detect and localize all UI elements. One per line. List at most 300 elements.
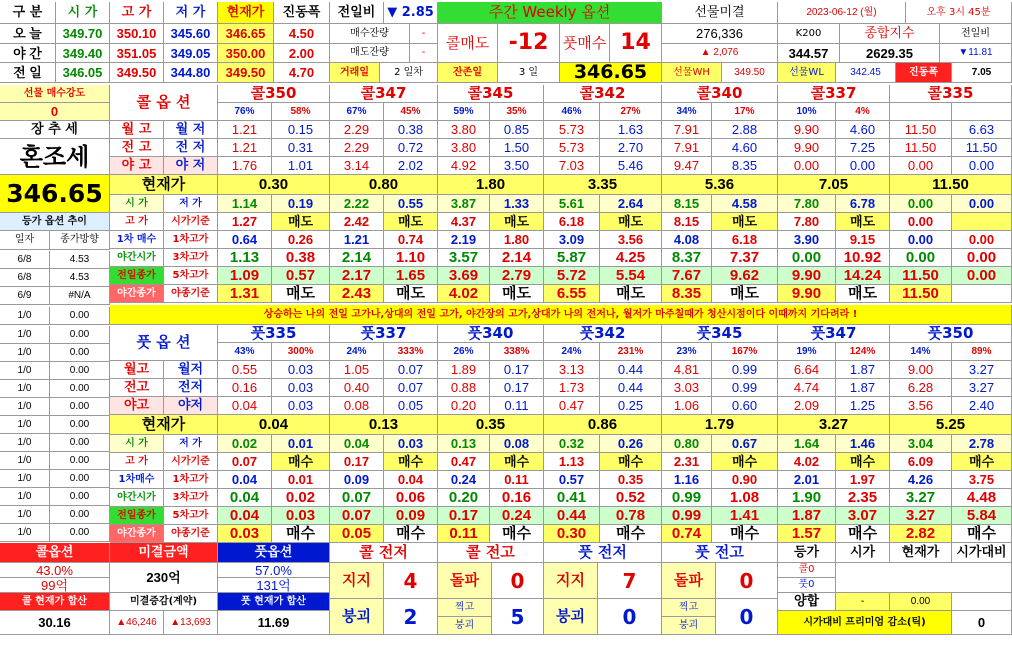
kospi-label: 종합지수 bbox=[840, 24, 940, 44]
trend-val-2: #N/A bbox=[50, 287, 110, 305]
cell-b-put-r2-5: 2.35 bbox=[836, 489, 890, 507]
val-b-call-0-4: 2.88 bbox=[712, 121, 778, 139]
top-prev-0: 전 일 bbox=[0, 63, 56, 83]
cell-a-put-r4-2: 0.11 bbox=[438, 525, 490, 543]
cell-b-call-r3-3: 5.54 bbox=[600, 267, 662, 285]
val-a-call-2-6: 0.00 bbox=[890, 157, 952, 175]
cell-b-put-r1-0: 0.01 bbox=[272, 471, 330, 489]
top-header-5: 진동폭 bbox=[274, 2, 330, 24]
cur-put-2: 0.35 bbox=[438, 415, 544, 435]
top-prev-4: 349.50 bbox=[218, 63, 274, 83]
pct-b-put-0: 300% bbox=[272, 343, 330, 361]
cell-a-put-r1-3: 0.57 bbox=[544, 471, 600, 489]
kospi-val: 2629.35 bbox=[840, 44, 940, 63]
cell-a-call-hi-4: 8.15 bbox=[662, 213, 712, 231]
cell-a-put-r2-5: 1.90 bbox=[778, 489, 836, 507]
cell-a-call-ol-5: 7.80 bbox=[778, 195, 836, 213]
cell-b-put-r3-2: 0.24 bbox=[490, 507, 544, 525]
val-a-put-2-1: 0.08 bbox=[330, 397, 384, 415]
left-price: 346.65 bbox=[0, 175, 110, 213]
cur-put-6: 5.25 bbox=[890, 415, 1012, 435]
val-a-call-0-0: 1.21 bbox=[218, 121, 272, 139]
cell-a-call-r4-5: 9.90 bbox=[778, 285, 836, 303]
cell-b-put-hi-0: 매수 bbox=[272, 453, 330, 471]
trend-val-12: 0.00 bbox=[50, 470, 110, 488]
trend-date-3: 1/0 bbox=[0, 307, 50, 325]
trend-val-5: 0.00 bbox=[50, 344, 110, 362]
cell-a-put-r3-0: 0.04 bbox=[218, 507, 272, 525]
call-sell-val: -12 bbox=[498, 24, 560, 63]
pct-b-call-4: 17% bbox=[712, 103, 778, 121]
vib-val: 7.05 bbox=[952, 63, 1012, 83]
top-header-6: 전일비 bbox=[330, 2, 384, 24]
val-b-call-2-6: 0.00 bbox=[952, 157, 1012, 175]
cell-a-call-r2-4: 8.37 bbox=[662, 249, 712, 267]
option-title-call: 콜 옵 션 bbox=[110, 85, 218, 121]
pct-b-call-5: 4% bbox=[836, 103, 890, 121]
rowlbl-b-put-r2: 3차고가 bbox=[164, 489, 218, 507]
trend-date-0: 6/8 bbox=[0, 251, 50, 269]
remain-day-label: 잔존일 bbox=[438, 63, 498, 83]
top-prev-1: 346.05 bbox=[56, 63, 110, 83]
val-b-call-2-3: 5.46 bbox=[600, 157, 662, 175]
cell-b-call-ol-2: 1.33 bbox=[490, 195, 544, 213]
cell-b-call-r2-4: 7.37 bbox=[712, 249, 778, 267]
trend-val-3: 0.00 bbox=[50, 307, 110, 325]
cell-a-call-r4-1: 2.43 bbox=[330, 285, 384, 303]
cell-b-call-r4-4: 매도 bbox=[712, 285, 778, 303]
cell-b-put-r2-3: 0.52 bbox=[600, 489, 662, 507]
strike-call-5: 콜337 bbox=[778, 85, 890, 103]
cell-a-put-r4-1: 0.05 bbox=[330, 525, 384, 543]
val-b-call-2-5: 0.00 bbox=[836, 157, 890, 175]
val-b-call-1-3: 2.70 bbox=[600, 139, 662, 157]
wl-val: 342.45 bbox=[836, 63, 896, 83]
cell-a-call-r3-0: 1.09 bbox=[218, 267, 272, 285]
top-today-5: 4.50 bbox=[274, 24, 330, 44]
lbl-a-put-1: 전고 bbox=[110, 379, 164, 397]
val-b-put-1-1: 0.07 bbox=[384, 379, 438, 397]
cell-b-put-r4-5: 매수 bbox=[836, 525, 890, 543]
cell-a-put-hi-3: 1.13 bbox=[544, 453, 600, 471]
cur-put-4: 1.79 bbox=[662, 415, 778, 435]
cell-b-call-r4-0: 매도 bbox=[272, 285, 330, 303]
cell-b-call-r4-6 bbox=[952, 285, 1012, 303]
cell-a-put-hi-1: 0.17 bbox=[330, 453, 384, 471]
lbl-b-call-0: 월 저 bbox=[164, 121, 218, 139]
cell-a-put-ol-2: 0.13 bbox=[438, 435, 490, 453]
atm-label: 등가 bbox=[778, 543, 836, 563]
cell-a-put-r4-6: 2.82 bbox=[890, 525, 952, 543]
cell-b-put-r1-6: 3.75 bbox=[952, 471, 1012, 489]
cell-a-put-ol-6: 3.04 bbox=[890, 435, 952, 453]
put0: 풋0 bbox=[778, 578, 836, 593]
rowlbl-b-call-r2: 3차고가 bbox=[164, 249, 218, 267]
time-label: 오후 3시 45분 bbox=[906, 2, 1012, 24]
call-sum: 30.16 bbox=[0, 611, 110, 635]
trend-date-10: 1/0 bbox=[0, 434, 50, 452]
grid-title-0: 콜 전저 bbox=[330, 543, 438, 563]
val-b-call-0-5: 4.60 bbox=[836, 121, 890, 139]
pct-b-put-2: 338% bbox=[490, 343, 544, 361]
fut-oi-label: 선물미결 bbox=[662, 2, 778, 24]
cell-a-put-ol-1: 0.04 bbox=[330, 435, 384, 453]
cell-a-call-ol-2: 3.87 bbox=[438, 195, 490, 213]
cell-a-call-r2-2: 3.57 bbox=[438, 249, 490, 267]
cell-b-put-r3-5: 3.07 bbox=[836, 507, 890, 525]
oi-chg-b: ▲13,693 bbox=[164, 611, 218, 635]
cell-b-call-r2-0: 0.38 bbox=[272, 249, 330, 267]
val-b-put-1-2: 0.17 bbox=[490, 379, 544, 397]
lbl2b-1: 붕괴 bbox=[438, 617, 492, 635]
cell-b-put-r4-3: 매수 bbox=[600, 525, 662, 543]
cell-b-put-ol-4: 0.67 bbox=[712, 435, 778, 453]
top-night-5: 2.00 bbox=[274, 44, 330, 63]
cell-a-put-r2-1: 0.07 bbox=[330, 489, 384, 507]
cell-b-call-r2-1: 1.10 bbox=[384, 249, 438, 267]
cell-a-call-r1-1: 1.21 bbox=[330, 231, 384, 249]
cell-b-put-r3-3: 0.78 bbox=[600, 507, 662, 525]
val-a-put-0-5: 6.64 bbox=[778, 361, 836, 379]
oi-amt-label: 미결금액 bbox=[110, 543, 218, 563]
cell-b-call-hi-4: 매도 bbox=[712, 213, 778, 231]
cell-a-call-r1-0: 0.64 bbox=[218, 231, 272, 249]
cell-a-put-r3-1: 0.07 bbox=[330, 507, 384, 525]
top-header-0: 구 분 bbox=[0, 2, 56, 24]
k200-label: K200 bbox=[778, 24, 840, 44]
cell-b-call-r3-0: 0.57 bbox=[272, 267, 330, 285]
cell-b-put-r3-0: 0.03 bbox=[272, 507, 330, 525]
cell-b-put-r4-6: 매수 bbox=[952, 525, 1012, 543]
rowlbl-b-put-r3: 5차고가 bbox=[164, 507, 218, 525]
cur-call-5: 7.05 bbox=[778, 175, 890, 195]
cell-b-call-r1-4: 6.18 bbox=[712, 231, 778, 249]
rowlbl-a-call-r1: 1차 매수 bbox=[110, 231, 164, 249]
pct-b-put-6: 89% bbox=[952, 343, 1012, 361]
val-b-put-1-6: 3.27 bbox=[952, 379, 1012, 397]
val-a-put-2-3: 0.47 bbox=[544, 397, 600, 415]
lbl-a-put-0: 월고 bbox=[110, 361, 164, 379]
val-a-put-0-1: 1.05 bbox=[330, 361, 384, 379]
sell-remain-val: - bbox=[410, 44, 438, 63]
fut-oi-val: 276,336 bbox=[662, 24, 778, 44]
cell-a-call-hi-1: 2.42 bbox=[330, 213, 384, 231]
cell-b-call-r3-1: 1.65 bbox=[384, 267, 438, 285]
cell-a-put-hi-2: 0.47 bbox=[438, 453, 490, 471]
cur-call-3: 3.35 bbox=[544, 175, 662, 195]
val-b-put-2-4: 0.60 bbox=[712, 397, 778, 415]
val-b-call-1-6: 11.50 bbox=[952, 139, 1012, 157]
top-header-1: 시 가 bbox=[56, 2, 110, 24]
vsopen-label: 시가대비 bbox=[952, 543, 1012, 563]
pct-a-call-3: 46% bbox=[544, 103, 600, 121]
cell-a-call-hi-3: 6.18 bbox=[544, 213, 600, 231]
val-b-call-0-1: 0.38 bbox=[384, 121, 438, 139]
cell-a-call-ol-0: 1.14 bbox=[218, 195, 272, 213]
cell-b-put-r2-1: 0.06 bbox=[384, 489, 438, 507]
cell-a-put-r2-0: 0.04 bbox=[218, 489, 272, 507]
cell-b-call-r2-6: 0.00 bbox=[952, 249, 1012, 267]
cell-a-put-r4-0: 0.03 bbox=[218, 525, 272, 543]
cell-b-call-r1-3: 3.56 bbox=[600, 231, 662, 249]
cell-b-put-r4-4: 매수 bbox=[712, 525, 778, 543]
lbl-b-put-2: 야저 bbox=[164, 397, 218, 415]
strike-put-0: 풋335 bbox=[218, 325, 330, 343]
val-b-call-0-3: 1.63 bbox=[600, 121, 662, 139]
trend-date-11: 1/0 bbox=[0, 452, 50, 470]
pct-a-call-6 bbox=[890, 103, 952, 121]
call-amt: 99억 bbox=[0, 578, 110, 593]
rowlbl-b-call-hi: 시가기준 bbox=[164, 213, 218, 231]
pct-b-call-3: 27% bbox=[600, 103, 662, 121]
val-a-call-0-5: 9.90 bbox=[778, 121, 836, 139]
grid-title-1: 콜 전고 bbox=[438, 543, 544, 563]
pct-b-put-3: 231% bbox=[600, 343, 662, 361]
val-b-call-2-2: 3.50 bbox=[490, 157, 544, 175]
cur-label: 현재가 bbox=[890, 543, 952, 563]
val-b-call-1-5: 7.25 bbox=[836, 139, 890, 157]
cell-a-call-r4-3: 6.55 bbox=[544, 285, 600, 303]
rowlbl-a-put-ol: 시 가 bbox=[110, 435, 164, 453]
rowlbl-a-call-ol: 시 가 bbox=[110, 195, 164, 213]
strike-call-4: 콜340 bbox=[662, 85, 778, 103]
lbl-a-put-2: 야고 bbox=[110, 397, 164, 415]
wl-label: 선물WL bbox=[778, 63, 836, 83]
date-label: 2023-06-12 (월) bbox=[778, 2, 906, 24]
top-prev-5: 4.70 bbox=[274, 63, 330, 83]
pct-a-call-0: 76% bbox=[218, 103, 272, 121]
val-b-put-0-5: 1.87 bbox=[836, 361, 890, 379]
rowlbl-a-put-r3: 전일종가 bbox=[110, 507, 164, 525]
trend-hdr-date: 일자 bbox=[0, 231, 50, 250]
lbl-a-call-2: 야 고 bbox=[110, 157, 164, 175]
cell-b-put-r2-6: 4.48 bbox=[952, 489, 1012, 507]
lbl2a-3: 찍고 bbox=[662, 599, 716, 617]
cell-b-put-hi-6: 매수 bbox=[952, 453, 1012, 471]
cell-a-put-r1-1: 0.09 bbox=[330, 471, 384, 489]
rowlbl-b-put-r4: 야종기준 bbox=[164, 525, 218, 543]
cell-b-put-ol-5: 1.46 bbox=[836, 435, 890, 453]
val-b-call-2-0: 1.01 bbox=[272, 157, 330, 175]
lbl1-2: 지지 bbox=[544, 563, 598, 599]
top-today-2: 350.10 bbox=[110, 24, 164, 44]
rowlbl-b-call-r4: 야종기준 bbox=[164, 285, 218, 303]
pct-a-put-4: 23% bbox=[662, 343, 712, 361]
val-b-put-2-6: 2.40 bbox=[952, 397, 1012, 415]
trend-date-9: 1/0 bbox=[0, 416, 50, 434]
pct-a-call-2: 59% bbox=[438, 103, 490, 121]
cur-put-3: 0.86 bbox=[544, 415, 662, 435]
cell-b-put-hi-3: 매수 bbox=[600, 453, 662, 471]
pct-a-put-6: 14% bbox=[890, 343, 952, 361]
cell-a-call-r2-3: 5.87 bbox=[544, 249, 600, 267]
val-b-put-2-3: 0.25 bbox=[600, 397, 662, 415]
wh-label: 선물WH bbox=[662, 63, 722, 83]
cell-a-put-hi-0: 0.07 bbox=[218, 453, 272, 471]
strike-put-1: 풋337 bbox=[330, 325, 438, 343]
val-a-put-0-3: 3.13 bbox=[544, 361, 600, 379]
strike-call-3: 콜342 bbox=[544, 85, 662, 103]
grid-title-3: 풋 전고 bbox=[662, 543, 778, 563]
sum-label: 양합 bbox=[778, 593, 836, 611]
top-today-0: 오 늘 bbox=[0, 24, 56, 44]
val-a-call-0-6: 11.50 bbox=[890, 121, 952, 139]
lbl2-2: 붕괴 bbox=[544, 599, 598, 635]
cell-b-call-r1-0: 0.26 bbox=[272, 231, 330, 249]
call-sum-label: 콜 현재가 합산 bbox=[0, 593, 110, 611]
trend-date-6: 1/0 bbox=[0, 362, 50, 380]
lbl-a-call-0: 월 고 bbox=[110, 121, 164, 139]
vib-label: 진동폭 bbox=[896, 63, 952, 83]
trend-val-0: 4.53 bbox=[50, 251, 110, 269]
val-a-put-1-2: 0.88 bbox=[438, 379, 490, 397]
val-a-put-1-0: 0.16 bbox=[218, 379, 272, 397]
trend-date-8: 1/0 bbox=[0, 398, 50, 416]
cell-b-put-r3-4: 1.41 bbox=[712, 507, 778, 525]
val-a-put-0-0: 0.55 bbox=[218, 361, 272, 379]
trend-date-12: 1/0 bbox=[0, 470, 50, 488]
trend-val-9: 0.00 bbox=[50, 416, 110, 434]
cell-a-call-r1-5: 3.90 bbox=[778, 231, 836, 249]
val-a-put-1-6: 6.28 bbox=[890, 379, 952, 397]
cell-a-put-ol-4: 0.80 bbox=[662, 435, 712, 453]
buy-remain-label: 매수잔량 bbox=[330, 24, 410, 44]
val-a-call-0-2: 3.80 bbox=[438, 121, 490, 139]
cell-b-call-r3-4: 9.62 bbox=[712, 267, 778, 285]
cell-b-call-r2-2: 2.14 bbox=[490, 249, 544, 267]
cell-a-put-r2-2: 0.20 bbox=[438, 489, 490, 507]
cur-put-1: 0.13 bbox=[330, 415, 438, 435]
val-b-call-2-1: 2.02 bbox=[384, 157, 438, 175]
top-night-3: 349.05 bbox=[164, 44, 218, 63]
cell-a-put-hi-5: 4.02 bbox=[778, 453, 836, 471]
sell-remain-label: 매도잔량 bbox=[330, 44, 410, 63]
cell-b-call-r2-3: 4.25 bbox=[600, 249, 662, 267]
pct-b-put-4: 167% bbox=[712, 343, 778, 361]
pct-b-put-5: 124% bbox=[836, 343, 890, 361]
trend-date-1: 6/8 bbox=[0, 269, 50, 287]
val-b-put-0-6: 3.27 bbox=[952, 361, 1012, 379]
val-b-call-1-4: 4.60 bbox=[712, 139, 778, 157]
grid-title-2: 풋 전저 bbox=[544, 543, 662, 563]
cell-a-put-ol-5: 1.64 bbox=[778, 435, 836, 453]
pct-a-call-5: 10% bbox=[778, 103, 836, 121]
val-b-put-2-1: 0.05 bbox=[384, 397, 438, 415]
empty-block bbox=[836, 563, 1012, 593]
cur-call-6: 11.50 bbox=[890, 175, 1012, 195]
cell-a-call-r2-1: 2.14 bbox=[330, 249, 384, 267]
cell-a-put-r3-3: 0.44 bbox=[544, 507, 600, 525]
trend-date-4: 1/0 bbox=[0, 326, 50, 344]
cell-b-put-r3-6: 5.84 bbox=[952, 507, 1012, 525]
val1-2: 7 bbox=[598, 563, 662, 599]
val-a-put-2-5: 2.09 bbox=[778, 397, 836, 415]
cell-b-call-r4-1: 매도 bbox=[384, 285, 438, 303]
cell-b-call-hi-2: 매도 bbox=[490, 213, 544, 231]
val-b-call-0-0: 0.15 bbox=[272, 121, 330, 139]
cell-a-call-r3-3: 5.72 bbox=[544, 267, 600, 285]
cell-b-call-hi-3: 매도 bbox=[600, 213, 662, 231]
pct-a-put-0: 43% bbox=[218, 343, 272, 361]
val1-0: 4 bbox=[384, 563, 438, 599]
cell-a-put-ol-0: 0.02 bbox=[218, 435, 272, 453]
put-amt: 131억 bbox=[218, 578, 330, 593]
trend-date-15: 1/0 bbox=[0, 524, 50, 542]
top-prev-3: 344.80 bbox=[164, 63, 218, 83]
strike-call-2: 콜345 bbox=[438, 85, 544, 103]
cell-a-put-r4-4: 0.74 bbox=[662, 525, 712, 543]
cell-b-call-ol-6: 0.00 bbox=[952, 195, 1012, 213]
cell-a-call-r3-2: 3.69 bbox=[438, 267, 490, 285]
val2-1: 5 bbox=[492, 599, 544, 635]
strike-call-0: 콜350 bbox=[218, 85, 330, 103]
cell-a-call-hi-0: 1.27 bbox=[218, 213, 272, 231]
cell-b-call-ol-1: 0.55 bbox=[384, 195, 438, 213]
cur-call-1: 0.80 bbox=[330, 175, 438, 195]
trend-date-13: 1/0 bbox=[0, 488, 50, 506]
cell-a-call-ol-1: 2.22 bbox=[330, 195, 384, 213]
val-b-call-1-1: 0.72 bbox=[384, 139, 438, 157]
put-opt-label: 풋옵션 bbox=[218, 543, 330, 563]
cell-b-put-r1-5: 1.97 bbox=[836, 471, 890, 489]
val-b-put-2-0: 0.03 bbox=[272, 397, 330, 415]
cell-b-call-r2-5: 10.92 bbox=[836, 249, 890, 267]
cell-b-call-r1-5: 9.15 bbox=[836, 231, 890, 249]
pct-b-call-6 bbox=[952, 103, 1012, 121]
rowlbl-b-put-r1: 1차고가 bbox=[164, 471, 218, 489]
val-b-put-1-5: 1.87 bbox=[836, 379, 890, 397]
oi-chg-a: ▲46,246 bbox=[110, 611, 164, 635]
cell-b-put-r2-4: 1.08 bbox=[712, 489, 778, 507]
cell-b-call-ol-5: 6.78 bbox=[836, 195, 890, 213]
put-pct: 57.0% bbox=[218, 563, 330, 578]
cell-b-call-hi-0: 매도 bbox=[272, 213, 330, 231]
cur-call-4: 5.36 bbox=[662, 175, 778, 195]
cell-b-call-ol-4: 4.58 bbox=[712, 195, 778, 213]
cell-b-put-r1-4: 0.90 bbox=[712, 471, 778, 489]
lbl-b-put-0: 월저 bbox=[164, 361, 218, 379]
val-a-call-0-3: 5.73 bbox=[544, 121, 600, 139]
top-prev-2: 349.50 bbox=[110, 63, 164, 83]
buy-strength-val: 0 bbox=[0, 103, 110, 121]
val2-3: 0 bbox=[716, 599, 778, 635]
trend-date-7: 1/0 bbox=[0, 380, 50, 398]
pct-a-call-4: 34% bbox=[662, 103, 712, 121]
premium-val: 0 bbox=[952, 611, 1012, 635]
lbl-b-call-1: 전 저 bbox=[164, 139, 218, 157]
cell-a-call-hi-5: 7.80 bbox=[778, 213, 836, 231]
cell-b-call-ol-0: 0.19 bbox=[272, 195, 330, 213]
call-pct: 43.0% bbox=[0, 563, 110, 578]
top-night-1: 349.40 bbox=[56, 44, 110, 63]
val-a-call-1-5: 9.90 bbox=[778, 139, 836, 157]
put-sum-label: 풋 현재가 합산 bbox=[218, 593, 330, 611]
cell-a-call-r2-0: 1.13 bbox=[218, 249, 272, 267]
premium-label: 시가대비 프리미엄 감소(틱) bbox=[778, 611, 952, 635]
cell-a-call-hi-6: 0.00 bbox=[890, 213, 952, 231]
cell-a-call-r3-6: 11.50 bbox=[890, 267, 952, 285]
put-sum: 11.69 bbox=[218, 611, 330, 635]
pct-a-put-2: 26% bbox=[438, 343, 490, 361]
cell-a-call-r3-1: 2.17 bbox=[330, 267, 384, 285]
strike-call-6: 콜335 bbox=[890, 85, 1012, 103]
sum-dash: - bbox=[836, 593, 890, 611]
val-b-put-0-3: 0.44 bbox=[600, 361, 662, 379]
val-a-put-0-2: 1.89 bbox=[438, 361, 490, 379]
strike-call-1: 콜347 bbox=[330, 85, 438, 103]
cell-b-call-r1-6: 0.00 bbox=[952, 231, 1012, 249]
val-a-call-2-2: 4.92 bbox=[438, 157, 490, 175]
